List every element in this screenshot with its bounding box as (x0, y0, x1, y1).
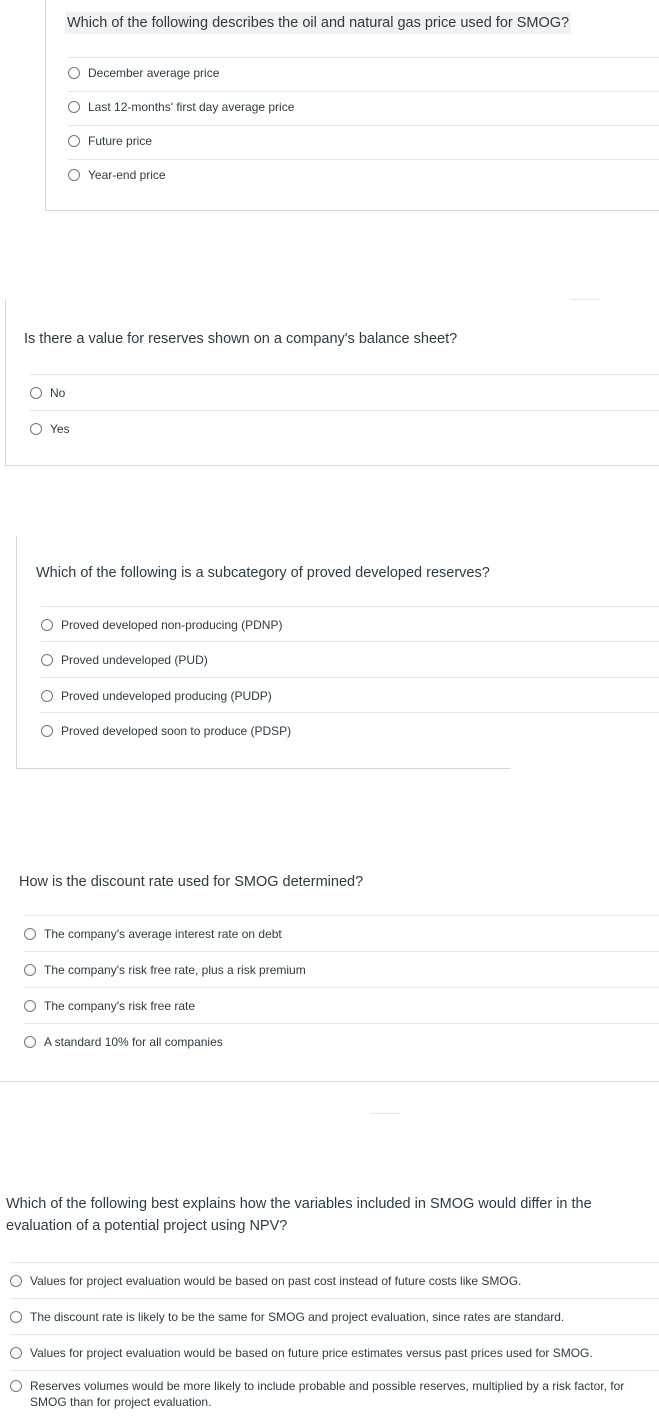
radio-button-icon[interactable] (24, 964, 36, 976)
question-text: Is there a value for reserves shown on a company's balance sheet? (24, 331, 458, 347)
answer-label: Proved undeveloped producing (PUDP) (61, 688, 272, 703)
radio-button-icon[interactable] (41, 654, 53, 666)
answer-label: December average price (88, 66, 220, 80)
answer-option[interactable] (24, 987, 659, 1024)
answer-label: Proved developed soon to produce (PDSP) (61, 724, 292, 738)
radio-button-icon[interactable] (68, 169, 80, 181)
answer-label: Future price (88, 134, 153, 148)
radio-button-icon[interactable] (30, 387, 42, 399)
answer-label: No (50, 386, 66, 400)
answer-option[interactable] (10, 1298, 659, 1335)
radio-button-icon[interactable] (10, 1380, 22, 1392)
answer-option[interactable] (30, 410, 659, 447)
radio-button-icon[interactable] (68, 135, 80, 147)
divider (370, 1113, 400, 1114)
question-card-4 (0, 850, 659, 1082)
question-text: Which of the following best explains how the variables included in SMOG would differ in the evaluation of a potential project using NPV? (6, 1196, 592, 1234)
answer-label: Reserves volumes would be more likely to include probable and possible reserves, multiplied by a risk factor, for SMOG than for project evaluation. (30, 1379, 625, 1409)
answer-option[interactable] (30, 374, 659, 411)
answer-option[interactable] (68, 91, 659, 122)
question-card-3 (16, 536, 510, 769)
answer-option[interactable] (10, 1370, 659, 1416)
answer-label: Proved developed non-producing (PDNP) (61, 617, 283, 632)
question-text: How is the discount rate used for SMOG determined? (19, 874, 364, 890)
question-text: Which of the following is a subcategory of proved developed reserves? (36, 565, 490, 581)
question-card-2 (5, 300, 659, 466)
answer-option[interactable] (24, 951, 659, 988)
answer-option[interactable] (24, 915, 659, 952)
answer-label: Proved undeveloped (PUD) (61, 653, 208, 667)
answer-option[interactable] (68, 125, 659, 156)
question-card-1 (45, 0, 659, 211)
answer-label: Yes (50, 422, 70, 436)
radio-button-icon[interactable] (68, 101, 80, 113)
answer-option[interactable] (41, 641, 659, 678)
answer-label: The discount rate is likely to be the same for SMOG and project evaluation, since rates are standard. (30, 1310, 565, 1324)
answer-label: Last 12-months' first day average price (88, 100, 295, 114)
answer-option[interactable] (24, 1023, 659, 1060)
answer-label: The company's average interest rate on debt (44, 927, 282, 941)
answer-label: Values for project evaluation would be based on future price estimates versus past prices used for SMOG. (30, 1346, 593, 1360)
answer-label: Values for project evaluation would be based on past cost instead of future costs like SMOG. (30, 1274, 522, 1288)
question-text: Which of the following describes the oil and natural gas price used for SMOG? (65, 12, 571, 34)
radio-button-icon[interactable] (24, 1000, 36, 1012)
answer-label: The company's risk free rate, plus a risk premium (44, 963, 306, 977)
answer-option[interactable] (41, 712, 659, 749)
radio-button-icon[interactable] (68, 67, 80, 79)
question-card-5 (0, 1180, 659, 1418)
radio-button-icon[interactable] (10, 1311, 22, 1323)
answer-label: The company's risk free rate (44, 999, 196, 1013)
radio-button-icon[interactable] (30, 423, 42, 435)
radio-button-icon[interactable] (10, 1347, 22, 1359)
answer-label: Year-end price (88, 168, 166, 182)
radio-button-icon[interactable] (41, 725, 53, 737)
radio-button-icon[interactable] (41, 619, 53, 631)
radio-button-icon[interactable] (24, 928, 36, 940)
answer-option[interactable] (41, 606, 659, 642)
answer-option[interactable] (68, 57, 659, 88)
answer-option[interactable] (41, 677, 659, 713)
radio-button-icon[interactable] (24, 1036, 36, 1048)
answer-option[interactable] (68, 159, 659, 190)
answer-option[interactable] (10, 1262, 659, 1299)
radio-button-icon[interactable] (41, 690, 53, 702)
answer-option[interactable] (10, 1334, 659, 1371)
answer-label: A standard 10% for all companies (44, 1035, 223, 1049)
radio-button-icon[interactable] (10, 1275, 22, 1287)
